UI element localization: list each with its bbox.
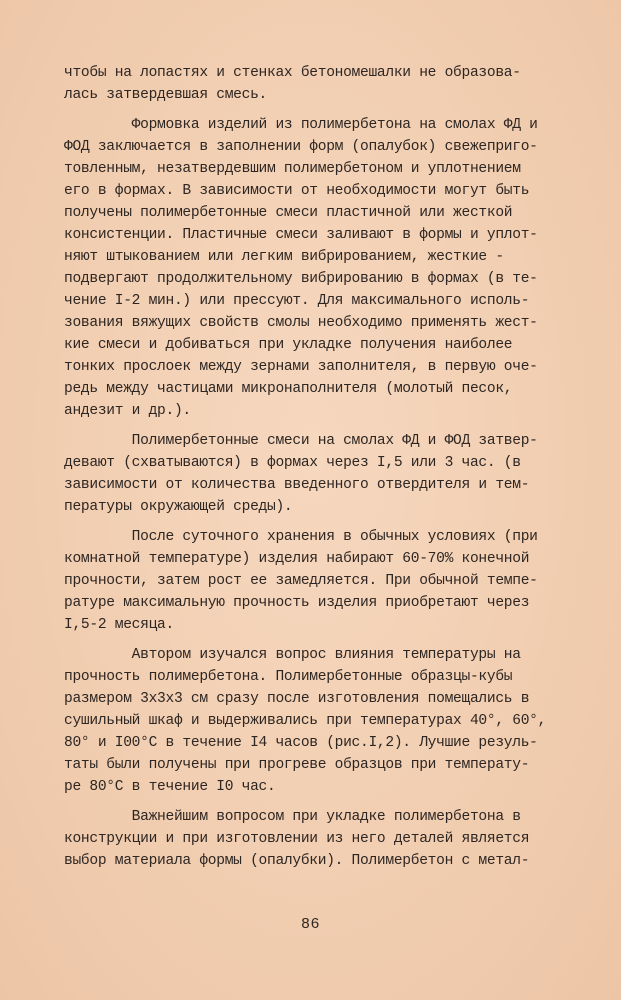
text-line: пературы окружающей среды).: [64, 499, 293, 515]
text-line: Автором изучался вопрос влияния температуры на: [64, 647, 521, 663]
paragraph-4: [64, 526, 584, 636]
text-line: чтобы на лопастях и стенках бетономешалки не образова-: [64, 65, 521, 81]
text-line: прочности, затем рост ее замедляется. При обычной темпе-: [64, 573, 538, 589]
text-line: получены полимербетонные смеси пластичной или жесткой: [64, 205, 513, 221]
text-line: редь между частицами микронаполнителя (молотый песок,: [64, 381, 513, 397]
text-line: комнатной температуре) изделия набирают 60-70% конечной: [64, 551, 530, 567]
paragraph-1: [64, 62, 584, 106]
text-line: зования вяжущих свойств смолы необходимо применять жест-: [64, 315, 538, 331]
text-line: 80° и I00°С в течение I4 часов (рис.I,2). Лучшие резуль-: [64, 735, 538, 751]
text-line: После суточного хранения в обычных условиях (при: [64, 529, 538, 545]
text-line: кие смеси и добиваться при укладке получения наиболее: [64, 337, 513, 353]
paragraph-3: [64, 430, 584, 518]
text-line: чение I-2 мин.) или прессуют. Для максимального исполь-: [64, 293, 530, 309]
text-line: Формовка изделий из полимербетона на смолах ФД и: [64, 117, 538, 133]
text-line: лась затвердевшая смесь.: [64, 87, 267, 103]
text-line: конструкции и при изготовлении из него деталей является: [64, 831, 530, 847]
text-line: подвергают продолжительному вибрированию в формах (в те-: [64, 271, 538, 287]
text-line: Полимербетонные смеси на смолах ФД и ФОД затвер-: [64, 433, 538, 449]
text-line: Важнейшим вопросом при укладке полимербетона в: [64, 809, 521, 825]
text-line: размером 3х3х3 см сразу после изготовления помещались в: [64, 691, 530, 707]
text-line: ре 80°С в течение I0 час.: [64, 779, 276, 795]
text-line: I,5-2 месяца.: [64, 617, 174, 633]
text-line: сушильный шкаф и выдерживались при температурах 40°, 60°,: [64, 713, 547, 729]
text-line: прочность полимербетона. Полимербетонные образцы-кубы: [64, 669, 513, 685]
paragraph-6: [64, 806, 584, 872]
text-line: тонких прослоек между зернами заполнителя, в первую оче-: [64, 359, 538, 375]
text-line: выбор материала формы (опалубки). Полимербетон с метал-: [64, 853, 530, 869]
text-line: товленным, незатвердевшим полимербетоном и уплотнением: [64, 161, 521, 177]
text-line: его в формах. В зависимости от необходимости могут быть: [64, 183, 530, 199]
text-line: ФОД заключается в заполнении форм (опалубок) свежеприго-: [64, 139, 538, 155]
body-text: [64, 62, 584, 872]
page-number: 86: [300, 916, 320, 933]
text-line: няют штыкованием или легким вибрированием, жесткие -: [64, 249, 504, 265]
text-line: зависимости от количества введенного отвердителя и тем-: [64, 477, 530, 493]
paragraph-2: [64, 114, 584, 422]
paragraph-5: [64, 644, 584, 798]
text-line: андезит и др.).: [64, 403, 191, 419]
text-line: девают (схватываются) в формах через I,5 или 3 час. (в: [64, 455, 521, 471]
text-line: ратуре максимальную прочность изделия приобретают через: [64, 595, 530, 611]
text-line: консистенции. Пластичные смеси заливают в формы и уплот-: [64, 227, 538, 243]
text-line: таты были получены при прогреве образцов при температу-: [64, 757, 530, 773]
